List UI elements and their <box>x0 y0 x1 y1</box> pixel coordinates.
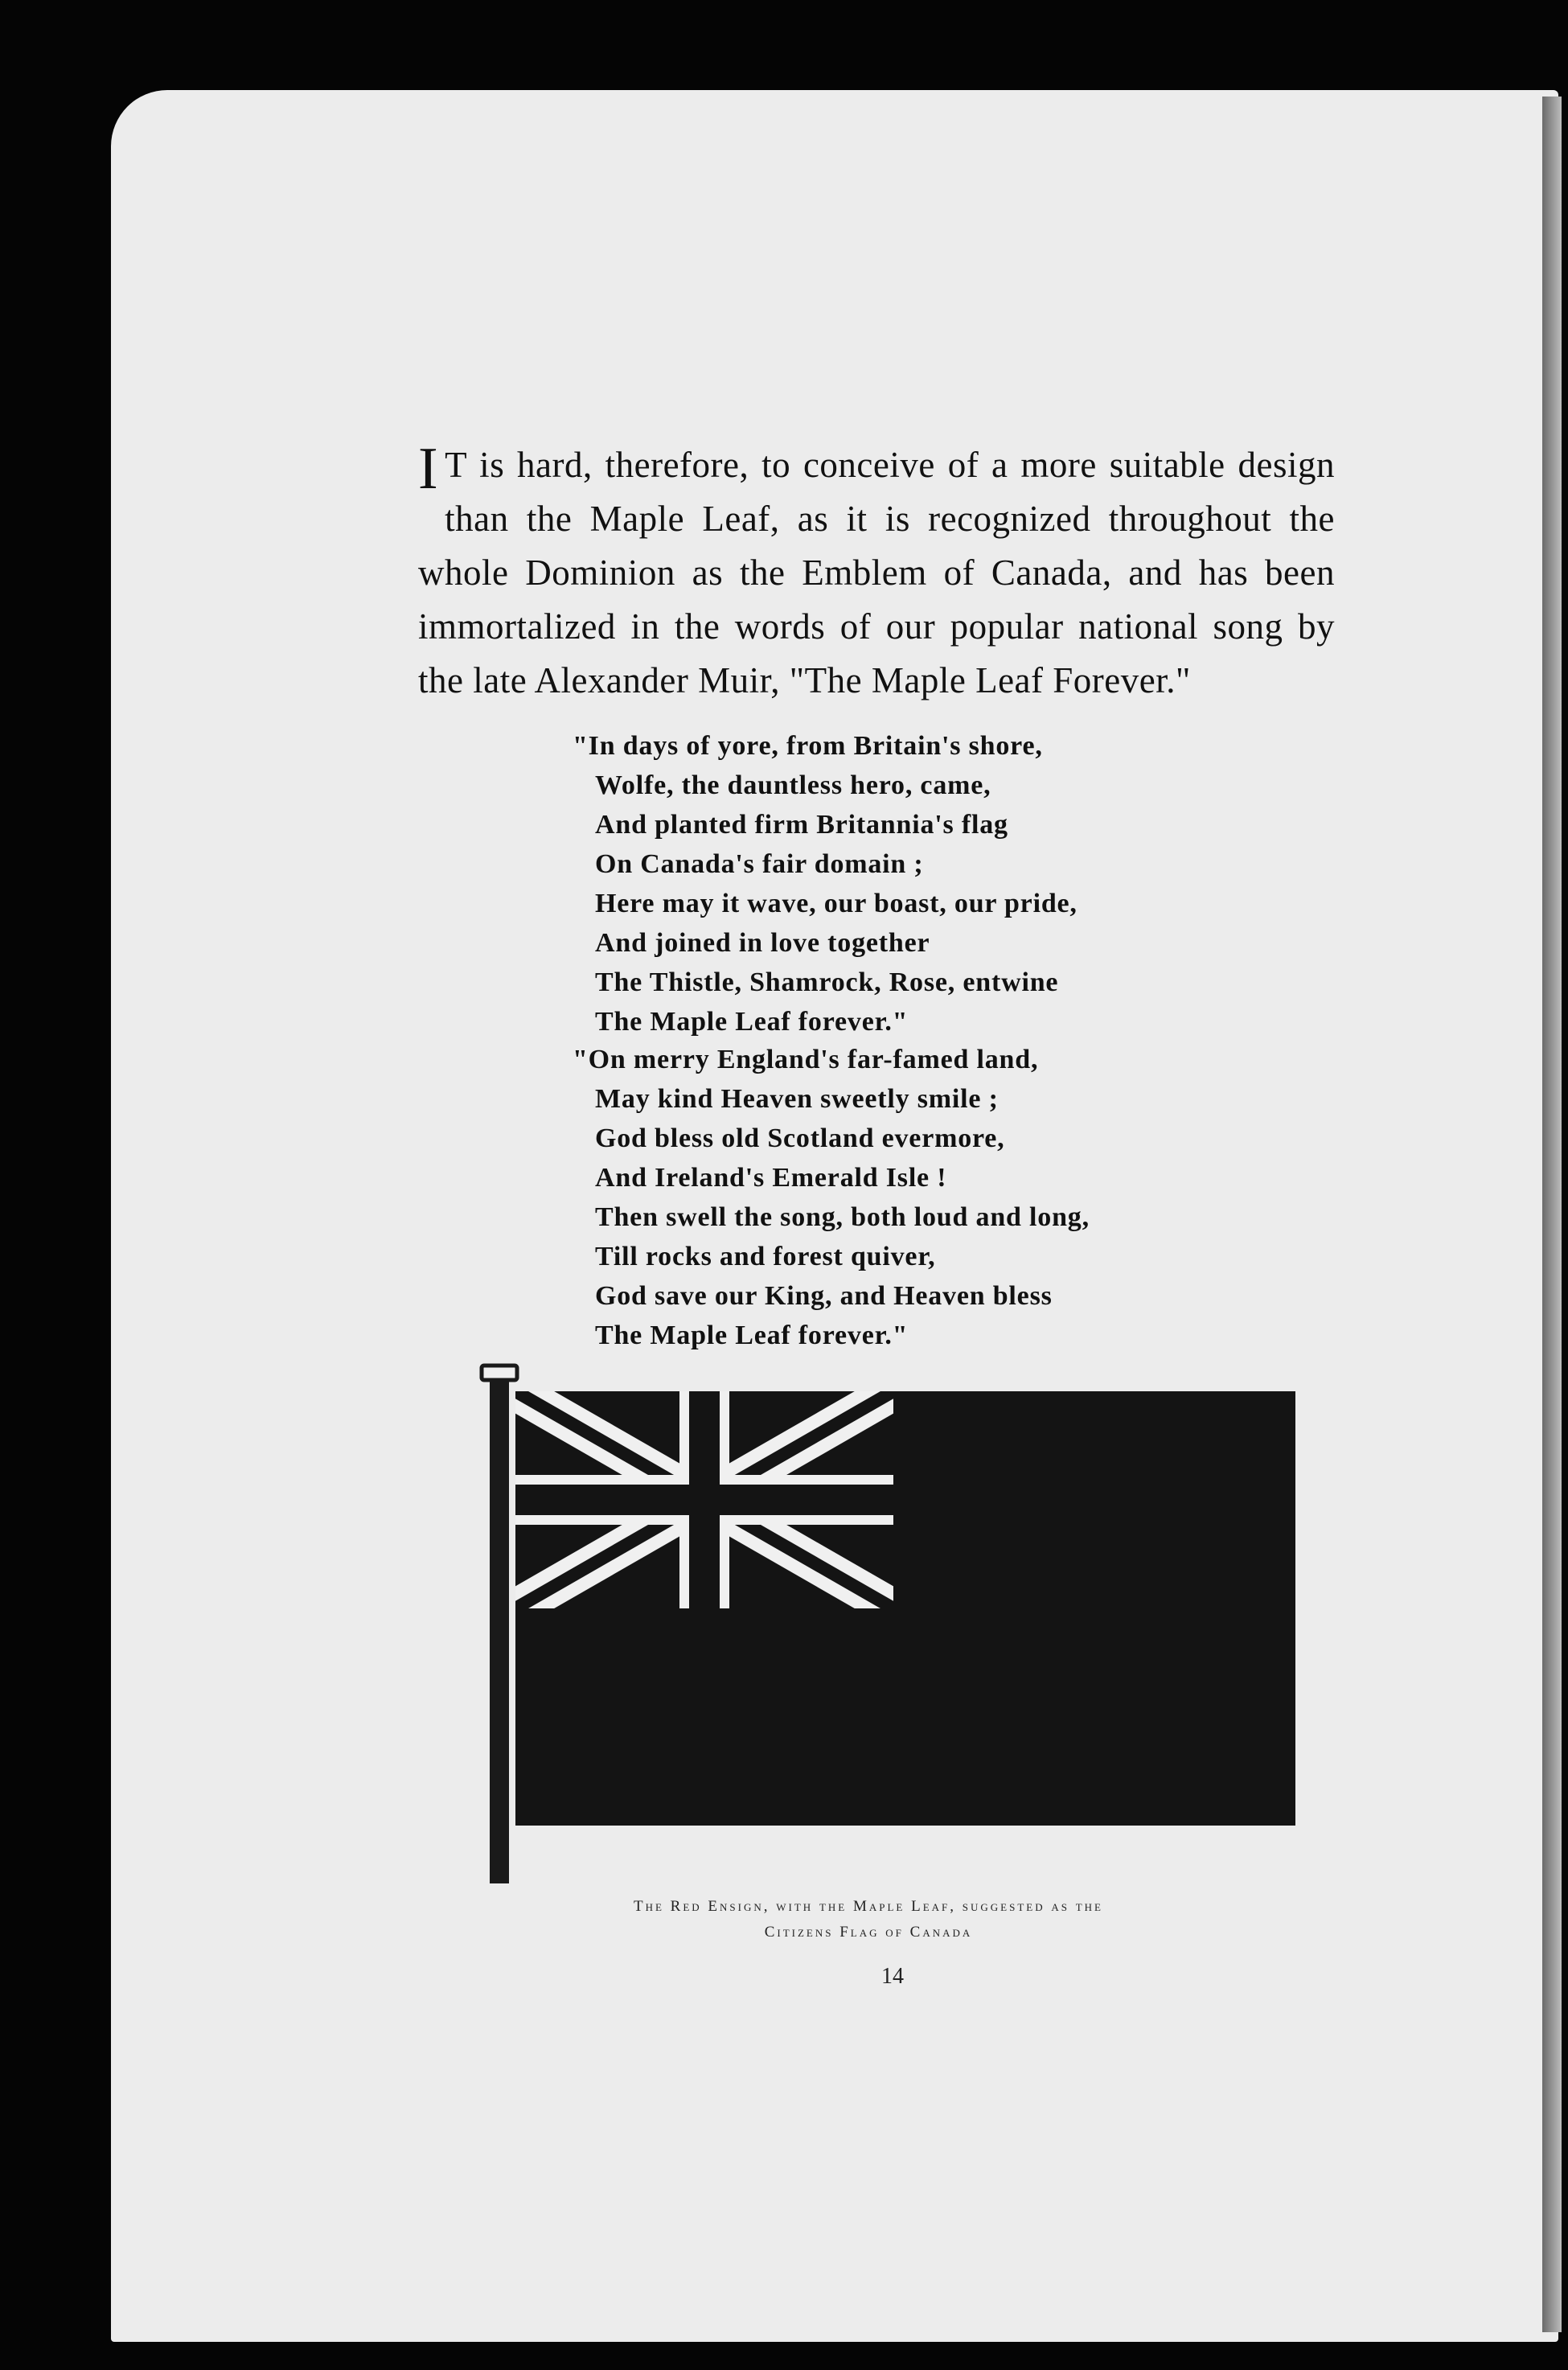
poem-line: "In days of yore, from Britain's shore, <box>573 731 1043 761</box>
poem-line: Till rocks and forest quiver, <box>595 1242 936 1271</box>
poem-line: The Thistle, Shamrock, Rose, entwine <box>595 967 1059 997</box>
poem-stanza-1 <box>573 726 1077 1041</box>
flagpole-finial <box>482 1366 517 1380</box>
poem-line: God save our King, and Heaven bless <box>595 1281 1053 1311</box>
poem-line: "On merry England's far-famed land, <box>573 1045 1039 1074</box>
flag-svg <box>478 1359 1299 1890</box>
page-edge <box>1542 97 1562 2332</box>
caption-line: Citizens Flag of Canada <box>764 1924 973 1941</box>
poem-stanza-2 <box>573 1040 1090 1355</box>
red-ensign-illustration <box>478 1359 1299 1890</box>
poem-line: The Maple Leaf forever." <box>595 1321 909 1350</box>
caption-line: The Red Ensign, with the Maple Leaf, suggested as the <box>634 1898 1103 1915</box>
poem-line: God bless old Scotland evermore, <box>595 1123 1005 1153</box>
poem-line: The Maple Leaf forever." <box>595 1007 909 1037</box>
intro-paragraph <box>418 438 1335 708</box>
drop-cap: I <box>418 436 439 502</box>
figure-caption <box>450 1894 1287 1945</box>
poem-line: Here may it wave, our boast, our pride, <box>595 889 1077 918</box>
page-number: 14 <box>881 1964 904 1989</box>
poem-line: And joined in love together <box>595 928 930 958</box>
poem-line: Then swell the song, both loud and long, <box>595 1202 1090 1232</box>
poem-line: Wolfe, the dauntless hero, came, <box>595 770 991 800</box>
poem-line: And planted firm Britannia's flag <box>595 810 1008 840</box>
poem-line: On Canada's fair domain ; <box>595 849 924 879</box>
poem-line: And Ireland's Emerald Isle ! <box>595 1163 947 1193</box>
union-jack-canton <box>515 1391 893 1608</box>
poem-line: May kind Heaven sweetly smile ; <box>595 1084 999 1114</box>
flagpole <box>490 1377 509 1883</box>
paragraph-text: T is hard, therefore, to conceive of a more suitable design than the Maple Leaf, as it is recognized throughout the whole Dominion as the Emblem of Canada, and has been immortalized in the words of our popular national song by the late Alexander Muir, "The Maple Leaf Forever." <box>418 445 1335 700</box>
